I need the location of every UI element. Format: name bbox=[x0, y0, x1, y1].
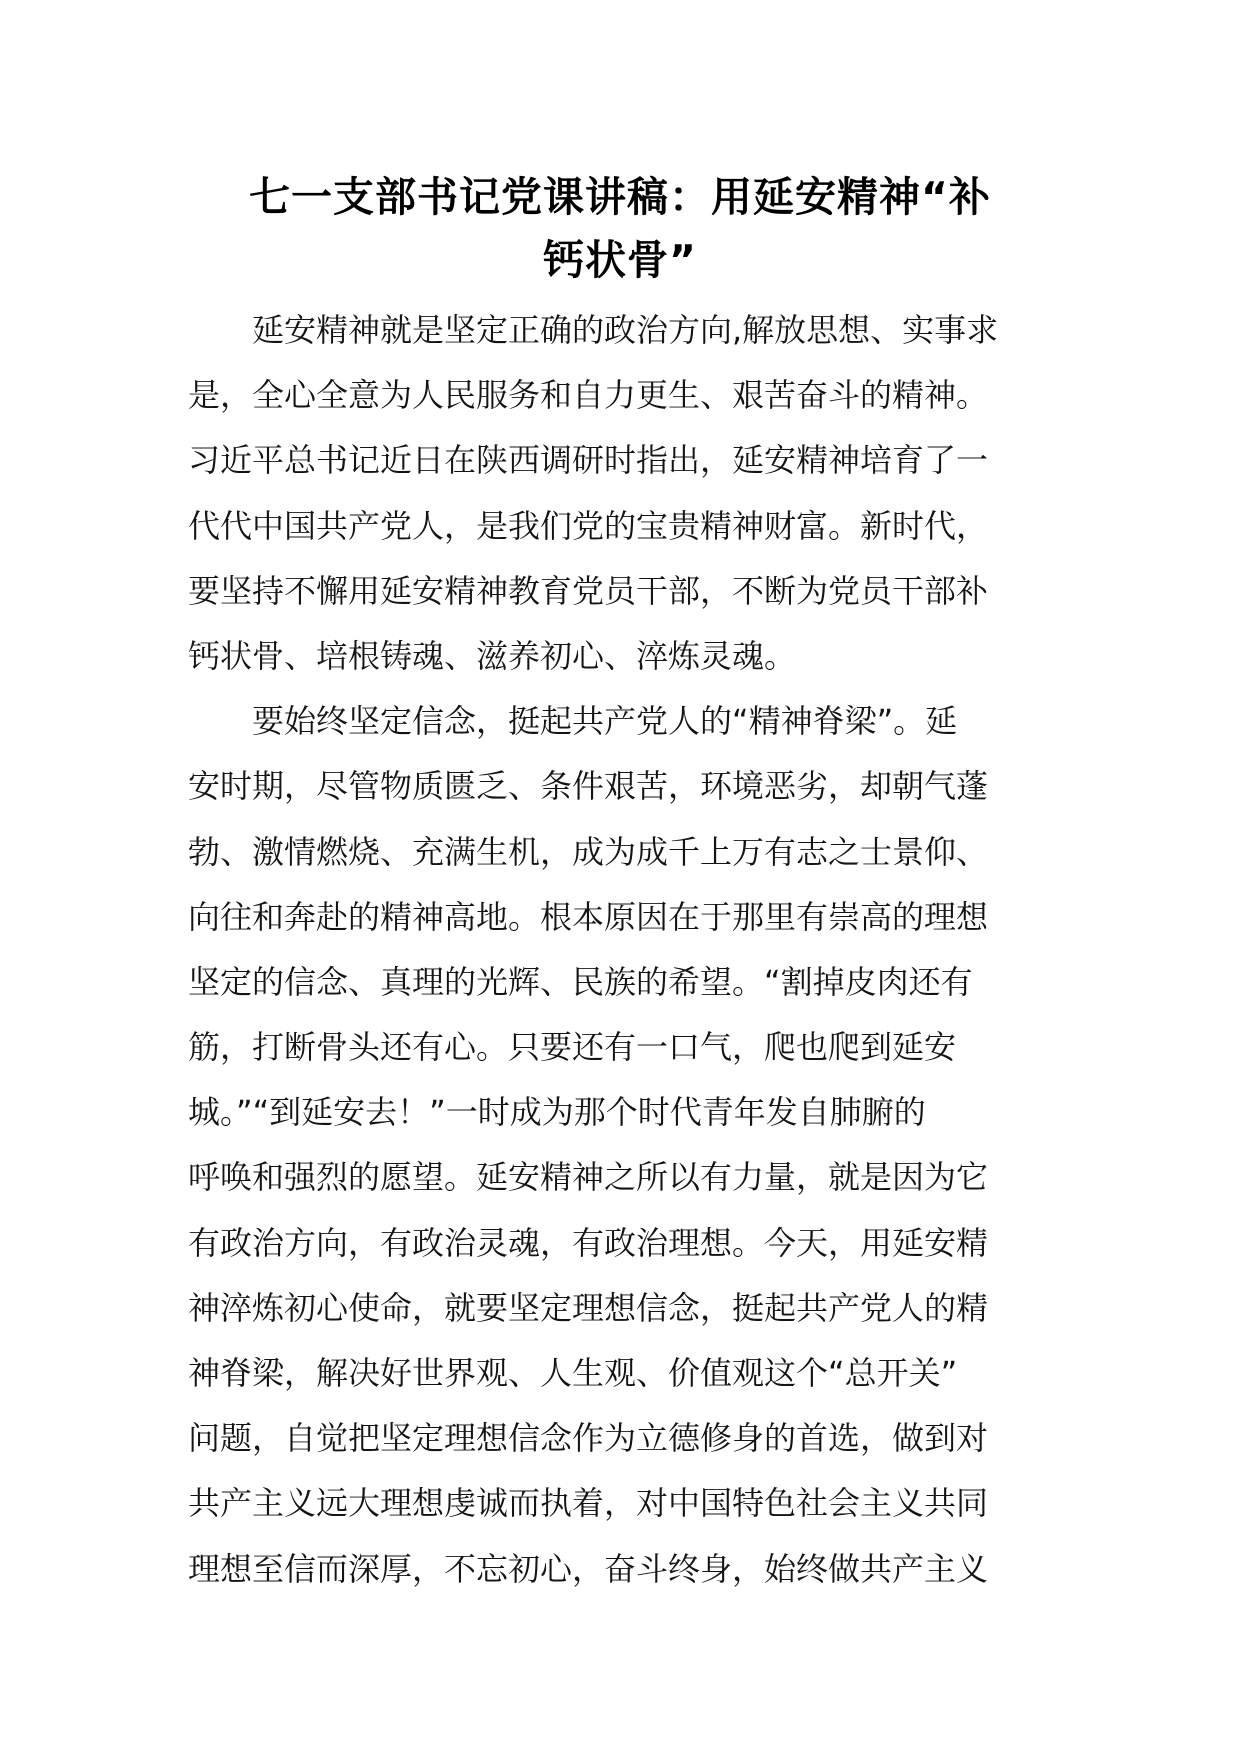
paragraph-1-line: 是，全心全意为人民服务和自力更生、艰苦奋斗的精神。 bbox=[188, 376, 989, 415]
paragraph-2-line: 呼唤和强烈的愿望。延安精神之所以有力量，就是因为它 bbox=[188, 1158, 989, 1197]
paragraph-1-line: 代代中国共产党人，是我们党的宝贵精神财富。新时代， bbox=[188, 506, 989, 545]
document-body bbox=[188, 298, 1058, 1602]
paragraph-1 bbox=[188, 298, 1058, 689]
paragraph-2-line: 有政治方向，有政治灵魂，有政治理想。今天，用延安精 bbox=[188, 1223, 989, 1262]
paragraph-2-line: 问题，自觉把坚定理想信念作为立德修身的首选，做到对 bbox=[188, 1419, 989, 1458]
paragraph-2-line: 勃、激情燃烧、充满生机，成为成千上万有志之士景仰、 bbox=[188, 832, 989, 871]
title-line-2: 钙状骨” bbox=[543, 236, 697, 284]
paragraph-2-line: 理想至信而深厚，不忘初心，奋斗终身，始终做共产主义 bbox=[188, 1549, 989, 1588]
paragraph-2-line: 城。”“到延安去！”一时成为那个时代青年发自肺腑的 bbox=[188, 1093, 926, 1132]
paragraph-2-line: 要始终坚定信念，挺起共产党人的“精神脊梁”。延 bbox=[252, 702, 958, 741]
paragraph-2-line: 筋，打断骨头还有心。只要还有一口气，爬也爬到延安 bbox=[188, 1028, 957, 1067]
paragraph-2-line: 共产主义远大理想虔诚而执着，对中国特色社会主义共同 bbox=[188, 1484, 989, 1523]
paragraph-1-line: 习近平总书记近日在陕西调研时指出，延安精神培育了一 bbox=[188, 441, 989, 480]
document-title bbox=[180, 166, 1060, 292]
paragraph-2-line: 安时期，尽管物质匮乏、条件艰苦，环境恶劣，却朝气蓬 bbox=[188, 767, 989, 806]
paragraph-2 bbox=[188, 689, 1058, 1602]
paragraph-2-line: 向往和奔赴的精神高地。根本原因在于那里有崇高的理想 bbox=[188, 897, 989, 936]
paragraph-1-line: 要坚持不懈用延安精神教育党员干部，不断为党员干部补 bbox=[188, 571, 989, 610]
paragraph-1-line: 延安精神就是坚定正确的政治方向,解放思想、实事求 bbox=[252, 311, 999, 349]
paragraph-2-line: 神淬炼初心使命，就要坚定理想信念，挺起共产党人的精 bbox=[188, 1288, 989, 1327]
paragraph-1-line: 钙状骨、培根铸魂、滋养初心、淬炼灵魂。 bbox=[188, 636, 797, 675]
title-line-1: 七一支部书记党课讲稿：用延安精神“补 bbox=[249, 173, 991, 221]
paragraph-2-line: 坚定的信念、真理的光辉、民族的希望。“割掉皮肉还有 bbox=[188, 962, 973, 1001]
paragraph-2-line: 神脊梁，解决好世界观、人生观、价值观这个“总开关” bbox=[188, 1354, 958, 1392]
